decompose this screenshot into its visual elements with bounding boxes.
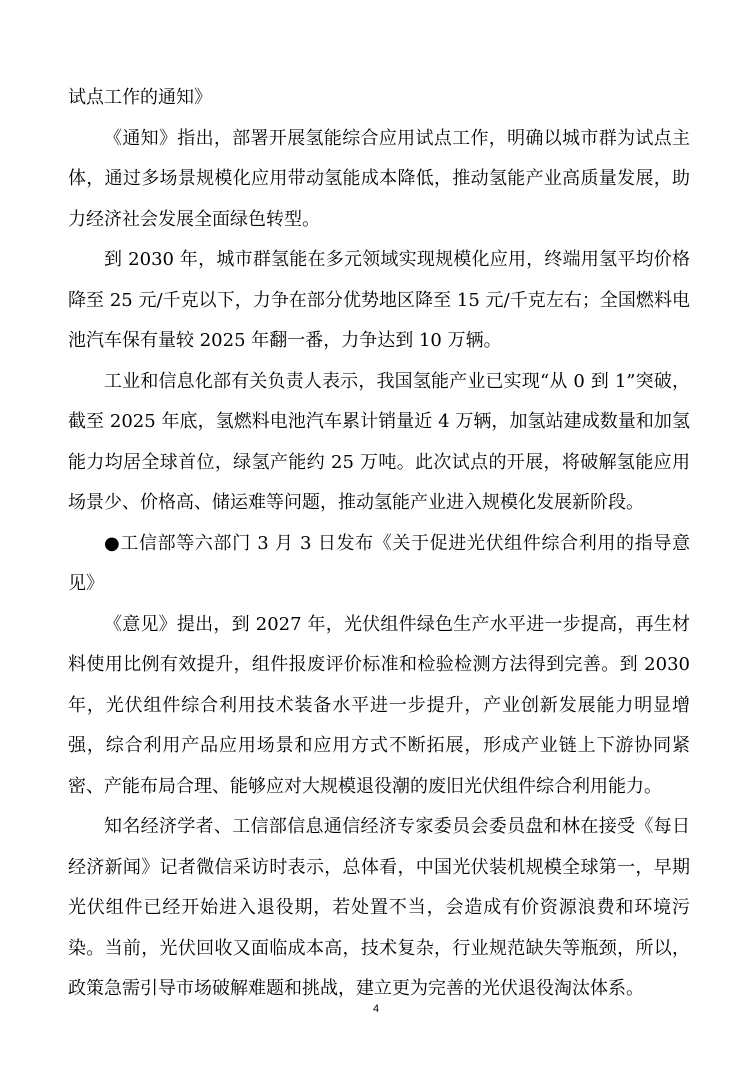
paragraph-expert-comment: 知名经济学者、工信部信息通信经济专家委员会委员盘和林在接受《每日经济新闻》记者微信采访时表示，总体看，中国光伏装机规模全球第一，早期光伏组件已经开始进入退役期，若处置不当，会造成有价资源浪费和环境污染。当前，光伏回收又面临成本高，技术复杂，行业规范缺失等瓶颈，所以，政策急需引导市场破解难题和挑战，建立更为完善的光伏退役淘汰体系。 bbox=[68, 816, 690, 999]
paragraph-opinion-summary: 《意见》提出，到 2027 年，光伏组件绿色生产水平进一步提高，再生材料使用比例有效提升，组件报废评价标准和检验检测方法得到完善。到 2030 年，光伏组件综合利用技术装备水平进一步提升，产业创新发展能力明显增强，综合利用产品应用场景和应用方式不断拓展，形成产业链上下游协同紧密、产能布局合理、能够应对大规模退役潮的废旧光伏组件综合利用能力。 bbox=[68, 613, 690, 797]
paragraph-official-remarks: 工业和信息化部有关负责人表示，我国氢能产业已实现“从 0 到 1”突破，截至 2025 年底，氢燃料电池汽车累计销量近 4 万辆，加氢站建成数量和加氢能力均居全球首位，绿氢产能约 25 万吨。此次试点的开展，将破解氢能应用场景少、价格高、储运难等问题，推动氢能产业进入规模化发展新阶段。 bbox=[68, 370, 690, 513]
paragraph-bullet-heading: ●工信部等六部门 3 月 3 日发布《关于促进光伏组件综合利用的指导意见》 bbox=[68, 532, 690, 594]
paragraph-2030-targets: 到 2030 年，城市群氢能在多元领域实现规模化应用，终端用氢平均价格降至 25 元/千克以下，力争在部分优势地区降至 15 元/千克左右；全国燃料电池汽车保有量较 2025 年翻一番，力争达到 10 万辆。 bbox=[68, 249, 690, 351]
document-body bbox=[68, 78, 690, 1010]
page-number: 4 bbox=[372, 1003, 380, 1015]
paragraph-notice-summary: 《通知》指出，部署开展氢能综合应用试点工作，明确以城市群为试点主体，通过多场景规模化应用带动氢能成本降低，推动氢能产业高质量发展，助力经济社会发展全面绿色转型。 bbox=[68, 127, 690, 230]
paragraph-continuation: 试点工作的通知》 bbox=[68, 87, 212, 108]
